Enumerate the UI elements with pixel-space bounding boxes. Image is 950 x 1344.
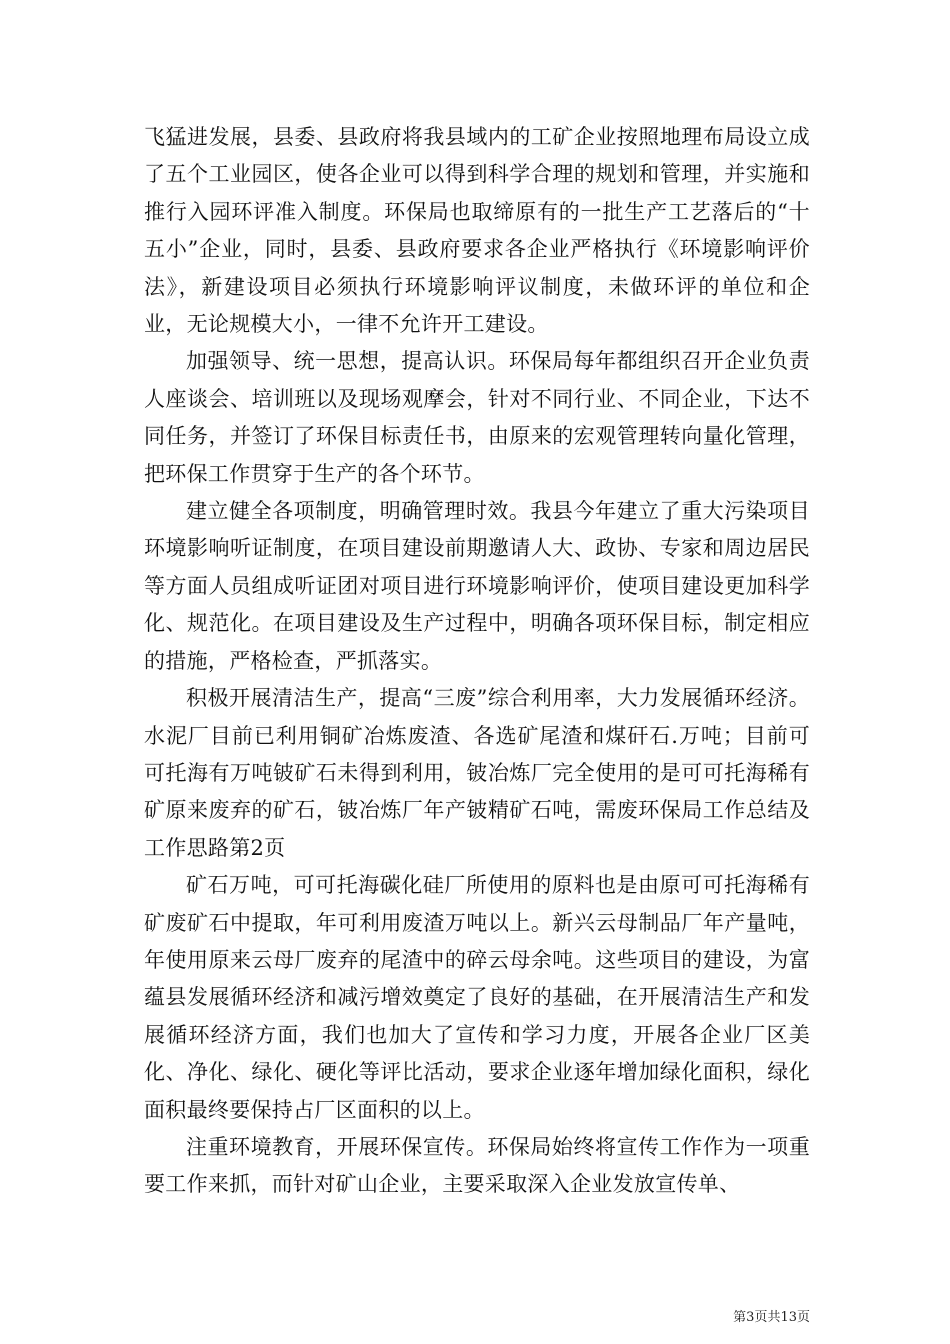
- page-number: 第3页共13页: [733, 1310, 810, 1325]
- paragraph-systems: 建立健全各项制度，明确管理时效。我县今年建立了重大污染项目环境影响听证制度，在项目建设前期邀请人大、政协、专家和周边居民等方面人员组成听证团对项目进行环境影响评价，使项目建设更加科学化、规范化。在项目建设及生产过程中，明确各项环保目标，制定相应的措施，严格检查，严抓落实。: [144, 499, 810, 673]
- paragraph-leadership: 加强领导、统一思想，提高认识。环保局每年都组织召开企业负责人座谈会、培训班以及现场观摩会，针对不同行业、不同企业，下达不同任务，并签订了环保目标责任书，由原来的宏观管理转向量化管理，把环保工作贯穿于生产的各个环节。: [144, 349, 810, 486]
- paragraph-ore-reuse: 矿石万吨，可可托海碳化硅厂所使用的原料也是由原可可托海稀有矿废矿石中提取，年可利用废渣万吨以上。新兴云母制品厂年产量吨，年使用原来云母厂废弃的尾渣中的碎云母余吨。这些项目的建设，为富蕴县发展循环经济和减污增效奠定了良好的基础，在开展清洁生产和发展循环经济方面，我们也加大了宣传和学习力度，开展各企业厂区美化、净化、绿化、硬化等评比活动，要求企业逐年增加绿化面积，绿化面积最终要保持占厂区面积的以上。: [144, 873, 810, 1122]
- paragraph-clean-production: 积极开展清洁生产，提高“三废”综合利用率，大力发展循环经济。水泥厂目前已利用铜矿冶炼废渣、各选矿尾渣和煤矸石.万吨；目前可可托海有万吨铍矿石未得到利用，铍冶炼厂完全使用的是可可托海稀有矿原来废弃的矿石，铍冶炼厂年产铍精矿石吨，需废环保局工作总结及工作思路第2页: [144, 686, 810, 860]
- paragraph-education: 注重环境教育，开展环保宣传。环保局始终将宣传工作作为一项重要工作来抓，而针对矿山企业，主要采取深入企业发放宣传单、: [144, 1134, 810, 1197]
- paragraph-continuation: 飞猛进发展，县委、县政府将我县域内的工矿企业按照地理布局设立成了五个工业园区，使各企业可以得到科学合理的规划和管理，并实施和推行入园环评准入制度。环保局也取缔原有的一批生产工艺落后的“十五小”企业，同时，县委、县政府要求各企业严格执行《环境影响评价法》，新建设项目必须执行环境影响评议制度，未做环评的单位和企业，无论规模大小，一律不允许开工建设。: [144, 125, 810, 337]
- body-text: [144, 119, 810, 1204]
